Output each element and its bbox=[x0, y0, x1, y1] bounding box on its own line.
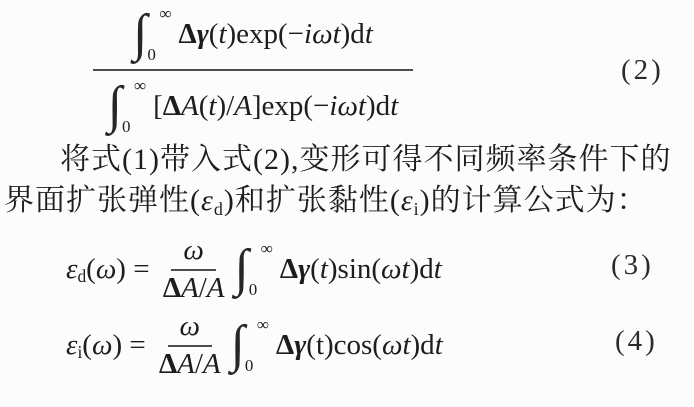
integral-sign bbox=[231, 316, 276, 374]
denominator-expression: [ΔA(t)/A]exp(−iωt)dt bbox=[153, 89, 399, 122]
equation-2-denominator bbox=[93, 71, 413, 138]
integral-limits bbox=[148, 5, 171, 63]
integral-limits bbox=[246, 316, 269, 374]
numerator-expression: Δγ(t)exp(−iωt)dt bbox=[178, 17, 373, 50]
integral-lower-limit: 0 bbox=[147, 45, 156, 64]
equation-3-integrand: Δγ(t)sin(ωt)dt bbox=[279, 252, 442, 285]
integral-lower-limit: 0 bbox=[244, 356, 254, 375]
integral-upper-limit: ∞ bbox=[134, 76, 147, 95]
integral-limits bbox=[123, 77, 146, 135]
integral-sign bbox=[108, 77, 153, 135]
equation-3-fraction bbox=[162, 233, 225, 304]
integral-upper-limit: ∞ bbox=[256, 315, 270, 334]
integral-limits bbox=[250, 240, 273, 298]
integral-glyph: ∫ bbox=[133, 5, 148, 63]
equation-4-fraction bbox=[158, 309, 221, 380]
body-paragraph bbox=[4, 139, 690, 225]
equation-3 bbox=[66, 233, 442, 305]
fraction-denominator: ΔA/A bbox=[158, 347, 221, 380]
paragraph-line-1: 将式(1)带入式(2),变形可得不同频率条件下的 bbox=[60, 143, 672, 176]
equation-2 bbox=[93, 2, 413, 138]
integral-upper-limit: ∞ bbox=[260, 239, 273, 258]
integral-upper-limit: ∞ bbox=[159, 4, 172, 23]
integral-lower-limit: 0 bbox=[122, 117, 131, 136]
equation-4-integrand: Δγ(t)cos(ωt)dt bbox=[276, 328, 443, 361]
integral-sign bbox=[133, 5, 178, 63]
fraction-numerator: ω bbox=[168, 312, 212, 347]
equation-2-number: (2) bbox=[621, 54, 664, 86]
integral-glyph: ∫ bbox=[107, 77, 122, 135]
fraction-numerator: ω bbox=[171, 236, 215, 271]
equation-3-lhs: εd(ω) = bbox=[66, 252, 157, 286]
integral-lower-limit: 0 bbox=[248, 280, 258, 299]
equation-2-numerator bbox=[93, 2, 413, 71]
integral-sign bbox=[235, 240, 280, 298]
equation-4 bbox=[66, 309, 443, 381]
equation-3-number: (3) bbox=[611, 249, 654, 281]
integral-glyph: ∫ bbox=[234, 240, 249, 298]
equation-4-number: (4) bbox=[615, 325, 658, 357]
equation-4-lhs: εi(ω) = bbox=[66, 328, 153, 362]
fraction-denominator: ΔA/A bbox=[162, 271, 225, 304]
integral-glyph: ∫ bbox=[230, 316, 245, 374]
paragraph-line-2: 界面扩张弹性(εd)和扩张黏性(εi)的计算公式为： bbox=[4, 184, 648, 219]
